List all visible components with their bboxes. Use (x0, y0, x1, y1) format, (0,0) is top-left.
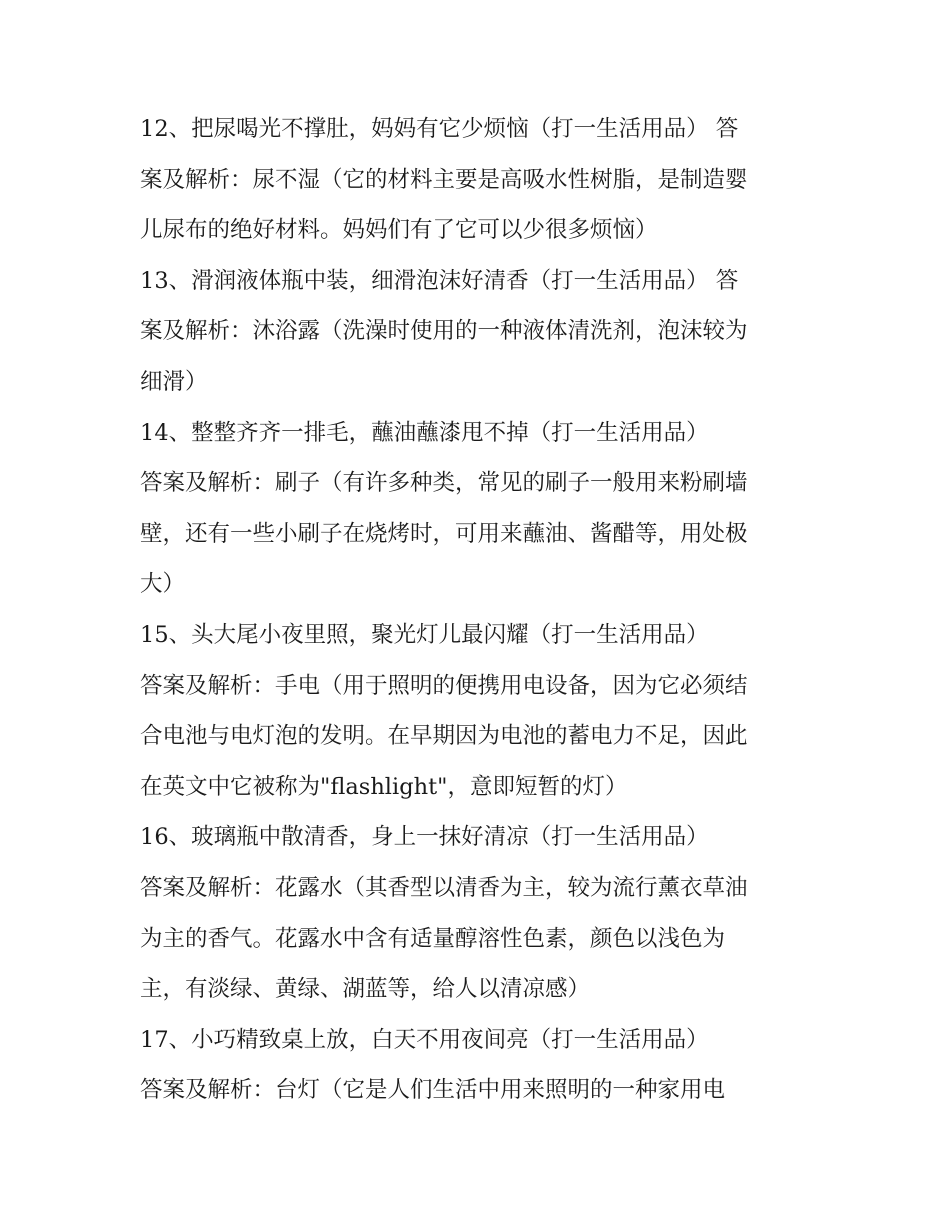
text-line-19: 17、小巧精致桌上放，白天不用夜间亮（打一生活用品） (140, 1026, 709, 1053)
text-line-1: 12、把尿喝光不撑肚，妈妈有它少烦恼（打一生活用品） 答 (140, 116, 739, 142)
text-line-14: 在英文中它被称为"flashlight"，意即短暂的灯） (140, 773, 628, 800)
text-line-11: 15、头大尾小夜里照，聚光灯儿最闪耀（打一生活用品） (140, 621, 709, 648)
text-line-2: 案及解析：尿不湿（它的材料主要是高吸水性树脂，是制造婴 (140, 166, 748, 193)
text-line-15: 16、玻璃瓶中散清香，身上一抹好清凉（打一生活用品） (140, 824, 709, 851)
text-line-12: 答案及解析：手电（用于照明的便携用电设备，因为它必须结 (140, 672, 748, 699)
text-line-13: 合电池与电灯泡的发明。在早期因为电池的蓄电力不足，因此 (140, 723, 748, 750)
text-line-17: 为主的香气。花露水中含有适量醇溶性色素，颜色以浅色为 (140, 925, 726, 952)
text-line-10: 大） (140, 571, 186, 598)
text-line-7: 14、整整齐齐一排毛，蘸油蘸漆甩不掉（打一生活用品） (140, 419, 709, 446)
text-line-3: 儿尿布的绝好材料。妈妈们有了它可以少很多烦恼） (140, 217, 658, 244)
text-line-8: 答案及解析：刷子（有许多种类，常见的刷子一般用来粉刷墙 (140, 470, 748, 497)
text-line-20: 答案及解析：台灯（它是人们生活中用来照明的一种家用电 (140, 1077, 726, 1104)
text-line-9: 壁，还有一些小刷子在烧烤时，可用来蘸油、酱醋等，用处极 (140, 520, 748, 547)
text-line-6: 细滑） (140, 368, 208, 395)
text-line-16: 答案及解析：花露水（其香型以清香为主，较为流行薰衣草油 (140, 874, 748, 901)
document-page (140, 104, 820, 1116)
text-line-5: 案及解析：沐浴露（洗澡时使用的一种液体清洗剂，泡沫较为 (140, 318, 748, 345)
text-line-18: 主，有淡绿、黄绿、湖蓝等，给人以清凉感） (140, 976, 591, 1003)
text-line-4: 13、滑润液体瓶中装，细滑泡沫好清香（打一生活用品） 答 (140, 267, 739, 294)
